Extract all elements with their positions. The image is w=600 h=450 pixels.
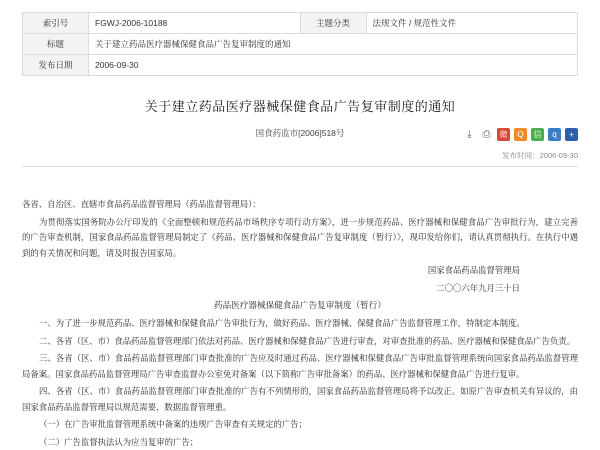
meta-value-publish-date: 2006-09-30: [89, 55, 578, 76]
recipients-line: 各省、自治区、直辖市食品药品监督管理局（药品监督管理局）：: [22, 199, 261, 209]
table-row: [23, 55, 578, 76]
body-paragraph: 为贯彻落实国务院办公厅印发的《全面整顿和规范药品市场秩序专项行动方案》，进一步规范药品、医疗器械和保健食品广告审批行为，建立完善的广告审查机制，国家食品药品监督管理局制定了《药品、医疗器械和保健食品广告复审制度（暂行）》，现印发给你们，请认真贯彻执行。在执行中遇到的有关情况和问题，请及时报告国家局。: [22, 216, 578, 258]
signature-date: 二〇〇六年九月三十日: [436, 282, 520, 293]
table-row: [23, 13, 578, 34]
share-wechat-icon[interactable]: 信: [531, 128, 544, 141]
annex-item: （一）在广告审批监督管理系统中备案的违规广告审查有关规定的广告；: [39, 419, 307, 430]
share-qzone-icon[interactable]: Q: [514, 128, 527, 141]
document-body: [22, 197, 578, 450]
annex-item: （二）广告监督执法认为应当复审的广告；: [39, 437, 199, 447]
annex-item: 三、各省（区、市）食品药品监督管理部门审查批准的广告应及时通过药品、医疗器械和保健食品广告审批监督管理系统向国家食品药品监督管理局备案。国家食品药品监督管理局广告审查监督办公室免对备案（以下简称广告审批备案）的药品、医疗器械和保健食品广告进行复审。: [22, 353, 578, 379]
document-number: 国食药监市[2006]518号: [255, 128, 345, 138]
share-qq-icon[interactable]: q: [548, 128, 561, 141]
print-icon[interactable]: ⎙: [482, 128, 491, 140]
share-weibo-icon[interactable]: 微: [497, 128, 510, 141]
meta-value-index: FGWJ-2006-10188: [89, 13, 301, 34]
share-more-icon[interactable]: +: [565, 128, 578, 141]
annex-item: 一、为了进一步规范药品、医疗器械和保健食品广告审批行为，做好药品、医疗器械、保健食品广告监督管理工作，特制定本制度。: [39, 318, 525, 329]
download-icon[interactable]: ⤓: [467, 128, 472, 140]
share-toolbar[interactable]: [463, 128, 578, 141]
meta-value-title: 关于建立药品医疗器械保健食品广告复审制度的通知: [89, 34, 578, 55]
page-title: 关于建立药品医疗器械保健食品广告复审制度的通知: [144, 99, 456, 114]
meta-label-index: 索引号: [23, 13, 89, 34]
table-row: [23, 34, 578, 55]
signature-organization: 国家食品药品监督管理局: [427, 265, 520, 276]
divider: [22, 166, 578, 167]
publish-time-label: 发布时间：2006-09-30: [502, 151, 578, 160]
meta-label-publish-date: 发布日期: [23, 55, 89, 76]
meta-label-title: 标题: [23, 34, 89, 55]
meta-value-category: 法规文件 / 规范性文件: [366, 13, 578, 34]
annex-title: 药品医疗器械保健食品广告复审制度（暂行）: [214, 300, 386, 311]
annex-item: 二、各省（区、市）食品药品监督管理部门依法对药品、医疗器械和保健食品广告进行审查，对审查批准的药品、医疗器械和保健食品广告负责。: [39, 335, 575, 346]
annex-item: 四、各省（区、市）食品药品监督管理部门审查批准的广告有不列情形的，国家食品药品监督管理局将予以改正。如原广告审查机关有异议的，由国家食品药品监督管理局以规范需要，数据监督管理重。: [22, 386, 578, 412]
meta-label-category: 主题分类: [300, 13, 366, 34]
metadata-table: [22, 12, 578, 76]
